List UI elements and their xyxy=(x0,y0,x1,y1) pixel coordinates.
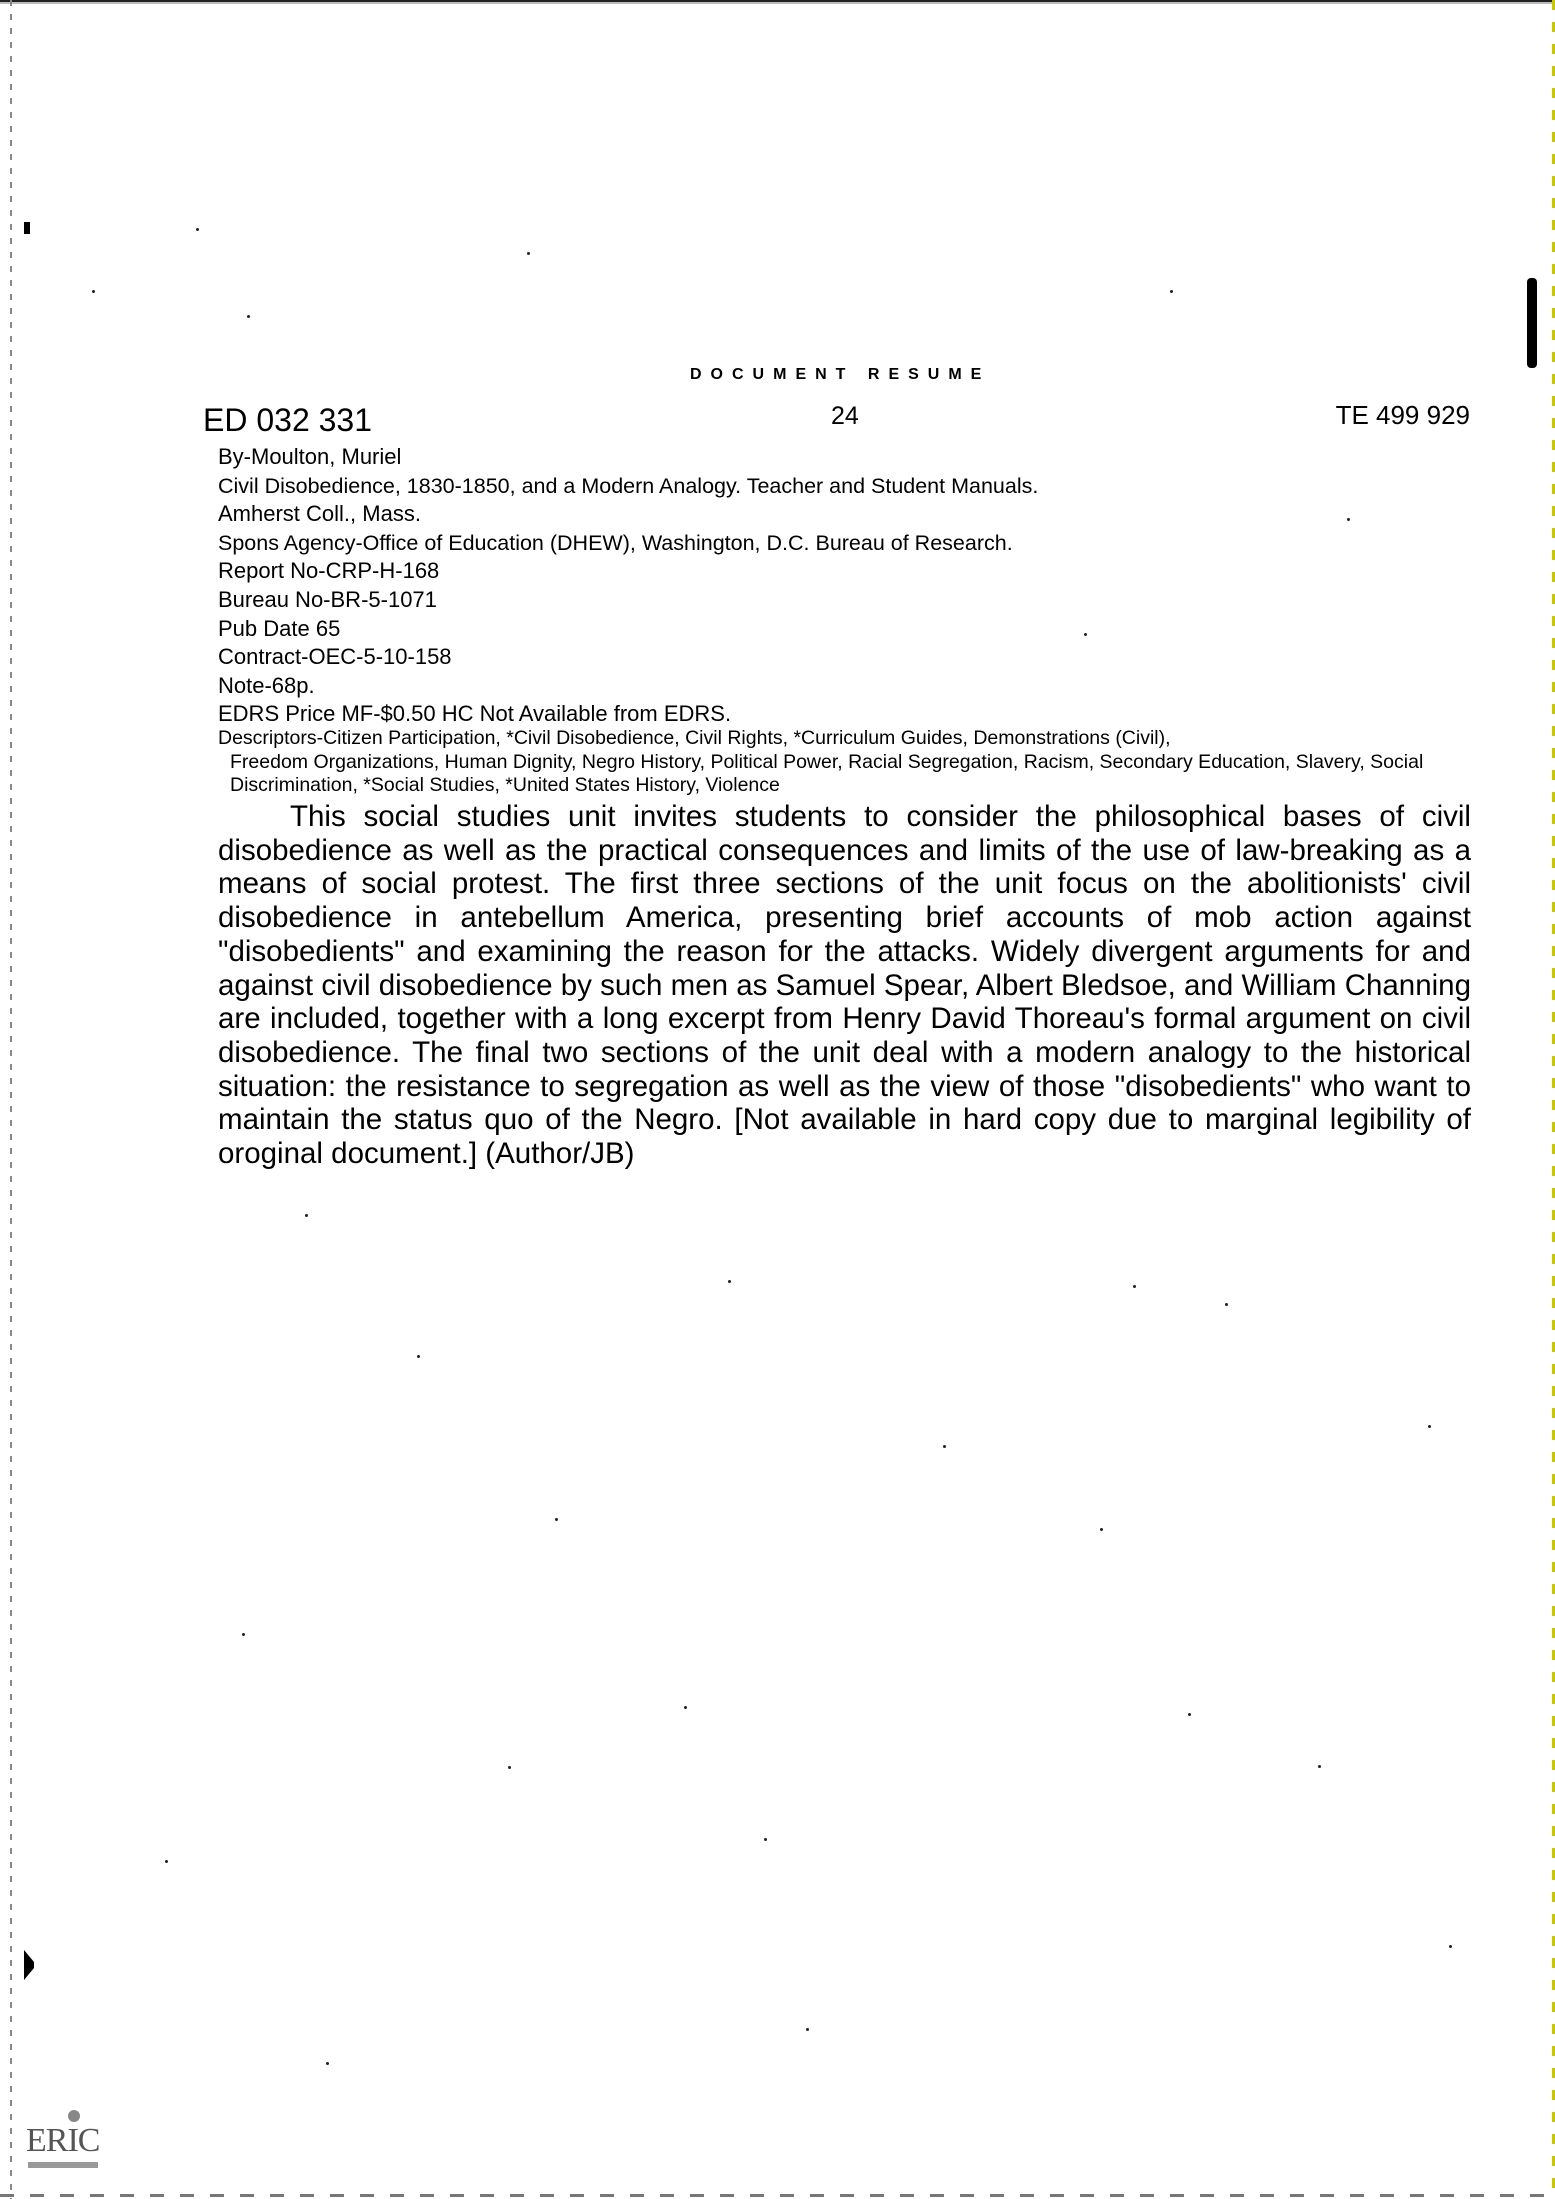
speck xyxy=(1100,1528,1103,1531)
speck xyxy=(728,1280,731,1283)
eric-logo-dot xyxy=(68,2110,80,2122)
speck xyxy=(943,1445,946,1448)
eric-logo-bar xyxy=(28,2162,98,2168)
author-field: By-Moulton, Muriel xyxy=(218,444,402,469)
sponsor-field: Spons Agency-Office of Education (DHEW), Washington, D.C. Bureau of Research. xyxy=(218,530,1013,555)
speck xyxy=(555,1518,558,1521)
speck xyxy=(1318,1765,1321,1768)
speck xyxy=(1084,633,1087,636)
speck xyxy=(527,252,530,255)
speck xyxy=(242,1633,245,1636)
clearinghouse-number: TE 499 929 xyxy=(1335,400,1470,430)
note-field: Note-68p. xyxy=(218,672,315,698)
speck xyxy=(326,2062,329,2065)
bureau-number-field: Bureau No-BR-5-1071 xyxy=(218,586,437,612)
speck xyxy=(1133,1285,1136,1288)
speck xyxy=(1170,290,1173,293)
scan-mark-left xyxy=(24,1950,34,1980)
speck xyxy=(1449,1945,1452,1948)
bibliographic-fields xyxy=(218,443,1473,729)
speck xyxy=(1428,1425,1431,1428)
speck xyxy=(247,315,250,318)
descriptors-field xyxy=(218,727,1473,798)
speck xyxy=(764,1838,767,1841)
speck xyxy=(165,1860,168,1863)
speck xyxy=(92,290,95,293)
speck xyxy=(806,2028,809,2031)
eric-logo-text: ERIC xyxy=(26,2122,100,2159)
speck xyxy=(1225,1303,1228,1306)
speck xyxy=(1347,518,1350,521)
scan-bottom-edge xyxy=(0,2194,1555,2197)
title-field: Civil Disobedience, 1830-1850, and a Modern Analogy. Teacher and Student Manuals. xyxy=(218,473,1039,498)
speck xyxy=(305,1214,308,1217)
speck xyxy=(1188,1713,1191,1716)
contract-field: Contract-OEC-5-10-158 xyxy=(218,644,452,670)
scan-top-edge xyxy=(0,0,1555,6)
abstract-paragraph: This social studies unit invites students to consider the philosophical bases of civil disobedience as well as the practical consequences and limits of the use of law-breaking as a means of social protest. The first three sections of the unit focus on the abolitionists' civil disobedience in antebellum America, presenting brief accounts of mob action against "disobedients" and examining the reason for the attacks. Widely divergent arguments for and against civil disobedience by such men as Samuel Spear, Albert Bledsoe, and William Channing are included, together with a long excerpt from Henry David Thoreau's formal argument on civil disobedience. The final two sections of the unit deal with a modern analogy to the historical situation: the resistance to segregation as well as the view of those "disobedients" who want to maintain the status quo of the Negro. [Not available in hard copy due to marginal legibility of oroginal document.] (Author/JB) xyxy=(218,800,1471,1171)
document-resume-heading: DOCUMENT RESUME xyxy=(690,366,991,383)
scan-mark-small xyxy=(24,222,30,234)
speck xyxy=(684,1706,687,1709)
speck xyxy=(508,1766,511,1769)
scan-left-edge xyxy=(10,0,12,2199)
institution-field: Amherst Coll., Mass. xyxy=(218,501,421,527)
scan-mark-right xyxy=(1527,278,1537,368)
report-number-field: Report No-CRP-H-168 xyxy=(218,558,440,584)
descriptors-line-1: Descriptors-Citizen Participation, *Civil Disobedience, Civil Rights, *Curriculum Guides, Demonstrations (Civil), xyxy=(218,727,1171,749)
eric-logo xyxy=(24,2108,104,2178)
descriptors-continued: Freedom Organizations, Human Dignity, Negro History, Political Power, Racial Segregation, Racism, Secondary Education, Slavery, Social Discrimination, *Social Studies, *United States History, Violence xyxy=(230,750,1424,796)
speck xyxy=(196,228,199,231)
price-field: EDRS Price MF-$0.50 HC Not Available from EDRS. xyxy=(218,701,732,727)
speck xyxy=(417,1355,420,1358)
pub-date-field: Pub Date 65 xyxy=(218,615,341,641)
accession-number: ED 032 331 xyxy=(203,402,373,438)
page-code: 24 xyxy=(831,402,859,430)
